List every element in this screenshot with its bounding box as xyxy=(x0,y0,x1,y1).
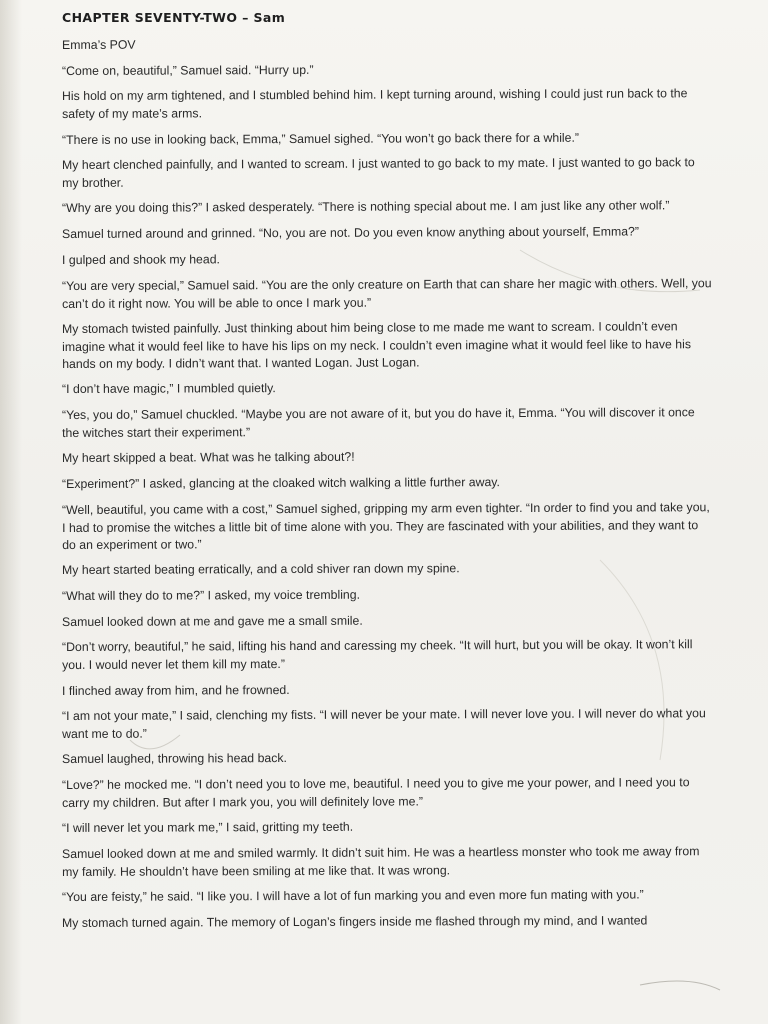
paragraph: “Well, beautiful, you came with a cost,” Samuel sighed, gripping my arm even tighter. “In order to find you and take you, I had to promise the witches a little bit of time alone with you. They are fascinated with your abilities, and they want to do an experiment or two.” xyxy=(62,499,710,552)
paragraph: “Love?” he mocked me. “I don’t need you to love me, beautiful. I need you to give me your power, and I need you to carry my children. But after I mark you, you will definitely love me.” xyxy=(62,775,690,810)
paragraph: My stomach twisted painfully. Just thinking about him being close to me made me want to scream. I couldn’t even imagine what it would feel like to have his lips on my neck. I couldn’t even imagine what it would feel like to have his hands on my body. I didn’t want that. I wanted Logan. Just Logan. xyxy=(62,319,691,371)
page-text xyxy=(62,8,712,941)
paragraph: “Why are you doing this?” I asked desperately. “There is nothing special about me. I am just like any other wolf.” xyxy=(62,198,670,216)
paragraph: Samuel laughed, throwing his head back. xyxy=(62,751,287,767)
paragraph: My heart skipped a beat. What was he talking about?! xyxy=(62,449,355,466)
paragraph: “Don’t worry, beautiful,” he said, lifting his hand and caressing my cheek. “It will hurt, but you will be okay. It won’t kill you. I would never let them kill my mate.” xyxy=(62,637,693,672)
paragraph: Samuel turned around and grinned. “No, you are not. Do you even know anything about yourself, Emma?” xyxy=(62,224,639,242)
paragraph: “I don’t have magic,” I mumbled quietly. xyxy=(62,381,276,397)
paragraph: “I will never let you mark me,” I said, gritting my teeth. xyxy=(62,820,354,836)
chapter-title: CHAPTER SEVENTY-TWO – Sam xyxy=(62,10,286,25)
paragraph: Samuel looked down at me and gave me a small smile. xyxy=(62,613,363,629)
paragraph: “You are very special,” Samuel said. “You are the only creature on Earth that can share her magic with others. Well, you can’t do it right now. You will be able to once I mark you.” xyxy=(62,275,712,310)
paragraph: Samuel looked down at me and smiled warmly. It didn’t suit him. He was a heartless monster who took me away from my family. He shouldn’t have been smiling at me like that. It was wrong. xyxy=(62,844,700,879)
paragraph: My stomach turned again. The memory of Logan’s fingers inside me flashed through my mind, and I wanted xyxy=(62,913,648,930)
paragraph: “Experiment?” I asked, glancing at the cloaked witch walking a little further away. xyxy=(62,475,500,491)
paragraph: “Yes, you do,” Samuel chuckled. “Maybe you are not aware of it, but you do have it, Emma. “You will discover it once the witches start their experiment.” xyxy=(62,405,695,440)
paragraph: His hold on my arm tightened, and I stumbled behind him. I kept turning around, wishing I could just run back to the safety of my mate’s arms. xyxy=(62,86,688,121)
paragraph: “What will they do to me?” I asked, my voice trembling. xyxy=(62,587,361,603)
paragraph: Emma’s POV xyxy=(62,37,136,52)
paragraph: “Come on, beautiful,” Samuel said. “Hurry up.” xyxy=(62,62,314,78)
paragraph: I gulped and shook my head. xyxy=(62,252,220,267)
paragraph: “There is no use in looking back, Emma,” Samuel sighed. “You won’t go back there for a while.” xyxy=(62,130,580,147)
paragraph: “I am not your mate,” I said, clenching my fists. “I will never be your mate. I will never love you. I will never do what you want me to do.” xyxy=(62,706,706,741)
paragraph: “You are feisty,” he said. “I like you. I will have a lot of fun marking you and even more fun mating with you.” xyxy=(62,887,644,905)
paragraph: My heart clenched painfully, and I wanted to scream. I just wanted to go back to my mate. I just wanted to go back to my brother. xyxy=(62,155,695,190)
page-edge-shadow xyxy=(0,0,22,1024)
paragraph: I flinched away from him, and he frowned. xyxy=(62,682,290,698)
paragraph: My heart started beating erratically, and a cold shiver ran down my spine. xyxy=(62,561,460,578)
